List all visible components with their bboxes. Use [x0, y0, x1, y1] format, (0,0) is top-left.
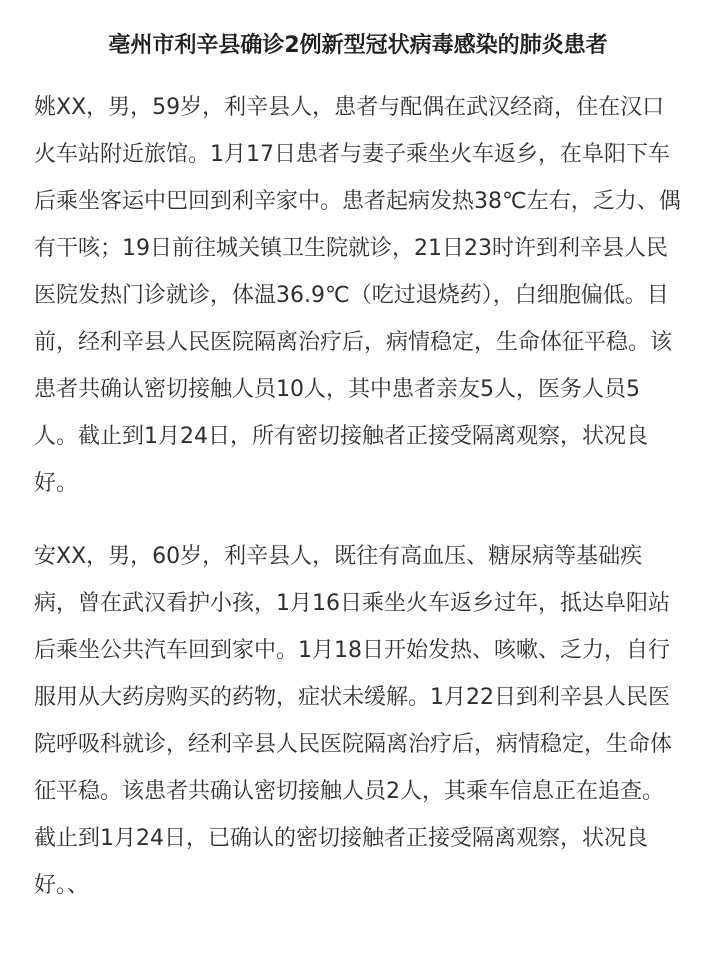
article-paragraph: 安XX，男，60岁，利辛县人，既往有高血压、糖尿病等基础疾病，曾在武汉看护小孩，1月16日乘坐火车返乡过年，抵达阜阳站后乘坐公共汽车回到家中。1月18日开始发热、咳嗽、乏力，自行服用从大药房购买的药物，症状未缓解。1月22日到利辛县人民医院呼吸科就诊，经利辛县人民医院隔离治疗后，病情稳定，生命体征平稳。该患者共确认密切接触人员2人，其乘车信息正在追查。截止到1月24日，已确认的密切接触者正接受隔离观察，状况良好。、	[34, 544, 673, 898]
article-paragraph: 姚XX，男，59岁，利辛县人，患者与配偶在武汉经商，住在汉口火车站附近旅馆。1月17日患者与妻子乘坐火车返乡，在阜阳下车后乘坐客运中巴回到利辛家中。患者起病发热38℃左右，乏力、偶有干咳；19日前往城关镇卫生院就诊，21日23时许到利辛县人民医院发热门诊就诊，体温36.9℃（吃过退烧药），白细胞偏低。目前，经利辛县人民医院隔离治疗后，病情稳定，生命体征平稳。该患者共确认密切接触人员10人，其中患者亲友5人，医务人员5人。截止到1月24日，所有密切接触者正接受隔离观察，状况良好。	[34, 95, 681, 496]
article-title: 亳州市利辛县确诊2例新型冠状病毒感染的肺炎患者	[108, 33, 608, 58]
